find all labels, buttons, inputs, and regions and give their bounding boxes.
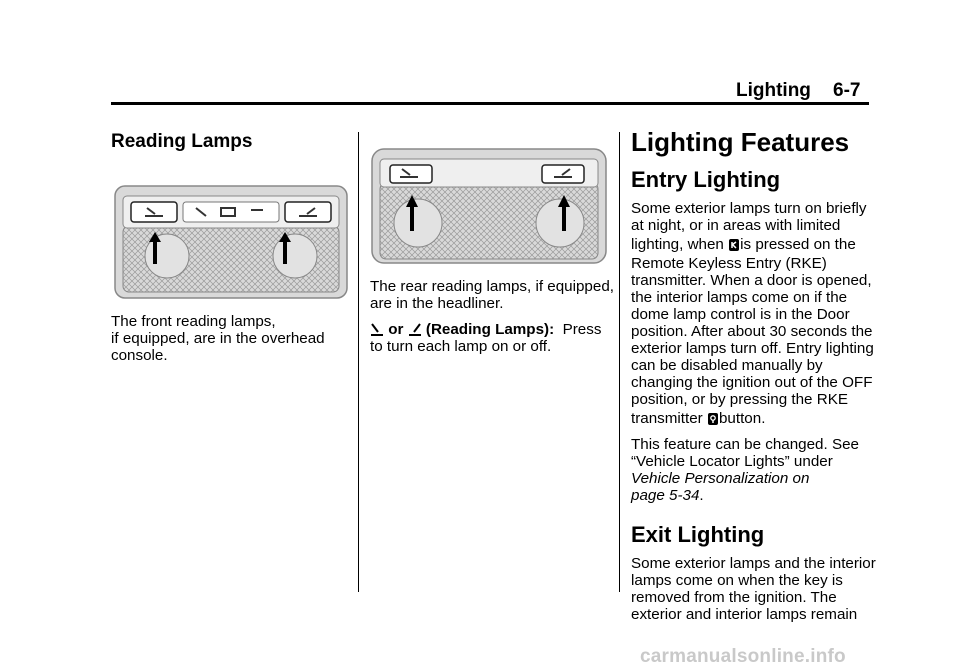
left-column bbox=[111, 131, 351, 153]
feature-paragraph bbox=[631, 436, 876, 504]
right-column bbox=[631, 127, 876, 623]
text-fragment: button. bbox=[718, 410, 766, 427]
lock-icon bbox=[707, 412, 719, 426]
text-line: dome lamp control is in the Door bbox=[631, 306, 850, 323]
front-lamps-paragraph bbox=[111, 313, 351, 364]
text-line: to turn each lamp on or off. bbox=[370, 338, 552, 355]
page-number: 6-7 bbox=[833, 80, 861, 101]
text-line bbox=[631, 410, 876, 427]
entry-lighting-paragraph bbox=[631, 200, 876, 427]
text-line: at night, or in areas with limited bbox=[631, 217, 841, 234]
text-fragment: is pressed on the bbox=[740, 236, 856, 253]
watermark: carmanualsonline.info bbox=[640, 646, 846, 667]
column-divider-2 bbox=[619, 132, 620, 592]
text-line: console. bbox=[111, 347, 168, 364]
header-rule bbox=[111, 102, 869, 105]
text-line: The rear reading lamps, if equipped, bbox=[370, 278, 614, 295]
cross-reference-link[interactable]: Vehicle Personalization on bbox=[631, 470, 810, 487]
section-title: Lighting bbox=[736, 80, 811, 101]
text-line: are in the headliner. bbox=[370, 295, 504, 312]
text-fragment: transmitter bbox=[631, 410, 703, 427]
reading-lamp-right-icon bbox=[408, 321, 422, 337]
exit-lighting-paragraph bbox=[631, 555, 876, 623]
exit-lighting-heading: Exit Lighting bbox=[631, 522, 765, 547]
text-fragment: . bbox=[699, 487, 704, 504]
text-line: can be disabled manually by bbox=[631, 357, 823, 374]
text-line: changing the ignition out of the OFF bbox=[631, 374, 873, 391]
unlock-icon bbox=[728, 238, 740, 252]
text-line: position, or by pressing the RKE bbox=[631, 391, 848, 408]
text-line bbox=[631, 487, 876, 504]
text-line: if equipped, are in the overhead bbox=[111, 330, 325, 347]
text-line: lamps come on when the key is bbox=[631, 572, 843, 589]
reading-lamps-term bbox=[370, 321, 615, 338]
lighting-features-heading: Lighting Features bbox=[631, 127, 850, 157]
rear-lamps-paragraph bbox=[370, 278, 615, 355]
cross-reference-link[interactable]: page 5-34 bbox=[631, 487, 700, 504]
reading-lamp-left-icon bbox=[370, 321, 384, 337]
text-line: position. After about 30 seconds the bbox=[631, 323, 873, 340]
text-line: removed from the ignition. The bbox=[631, 589, 837, 606]
front-console-figure bbox=[111, 182, 351, 302]
text-line: exterior and interior lamps remain bbox=[631, 606, 858, 623]
term-label: (Reading Lamps): bbox=[425, 321, 555, 338]
term-desc: Press bbox=[562, 321, 602, 338]
column-divider-1 bbox=[358, 132, 359, 592]
text-line: transmitter. When a door is opened, bbox=[631, 272, 872, 289]
rear-headliner-figure bbox=[370, 147, 608, 265]
reading-lamps-heading: Reading Lamps bbox=[111, 131, 253, 152]
text-line: The front reading lamps, bbox=[111, 313, 276, 330]
text-line: Some exterior lamps and the interior bbox=[631, 555, 876, 572]
text-line: “Vehicle Locator Lights” under bbox=[631, 453, 833, 470]
text-line: exterior lamps turn off. Entry lighting bbox=[631, 340, 874, 357]
text-fragment: lighting, when bbox=[631, 236, 724, 253]
text-line: the interior lamps come on if the bbox=[631, 289, 848, 306]
text-line: Remote Keyless Entry (RKE) bbox=[631, 255, 827, 272]
entry-lighting-heading: Entry Lighting bbox=[631, 167, 781, 192]
text-line: This feature can be changed. See bbox=[631, 436, 859, 453]
term-or: or bbox=[388, 321, 404, 338]
text-line bbox=[631, 236, 876, 253]
text-line: Some exterior lamps turn on briefly bbox=[631, 200, 867, 217]
